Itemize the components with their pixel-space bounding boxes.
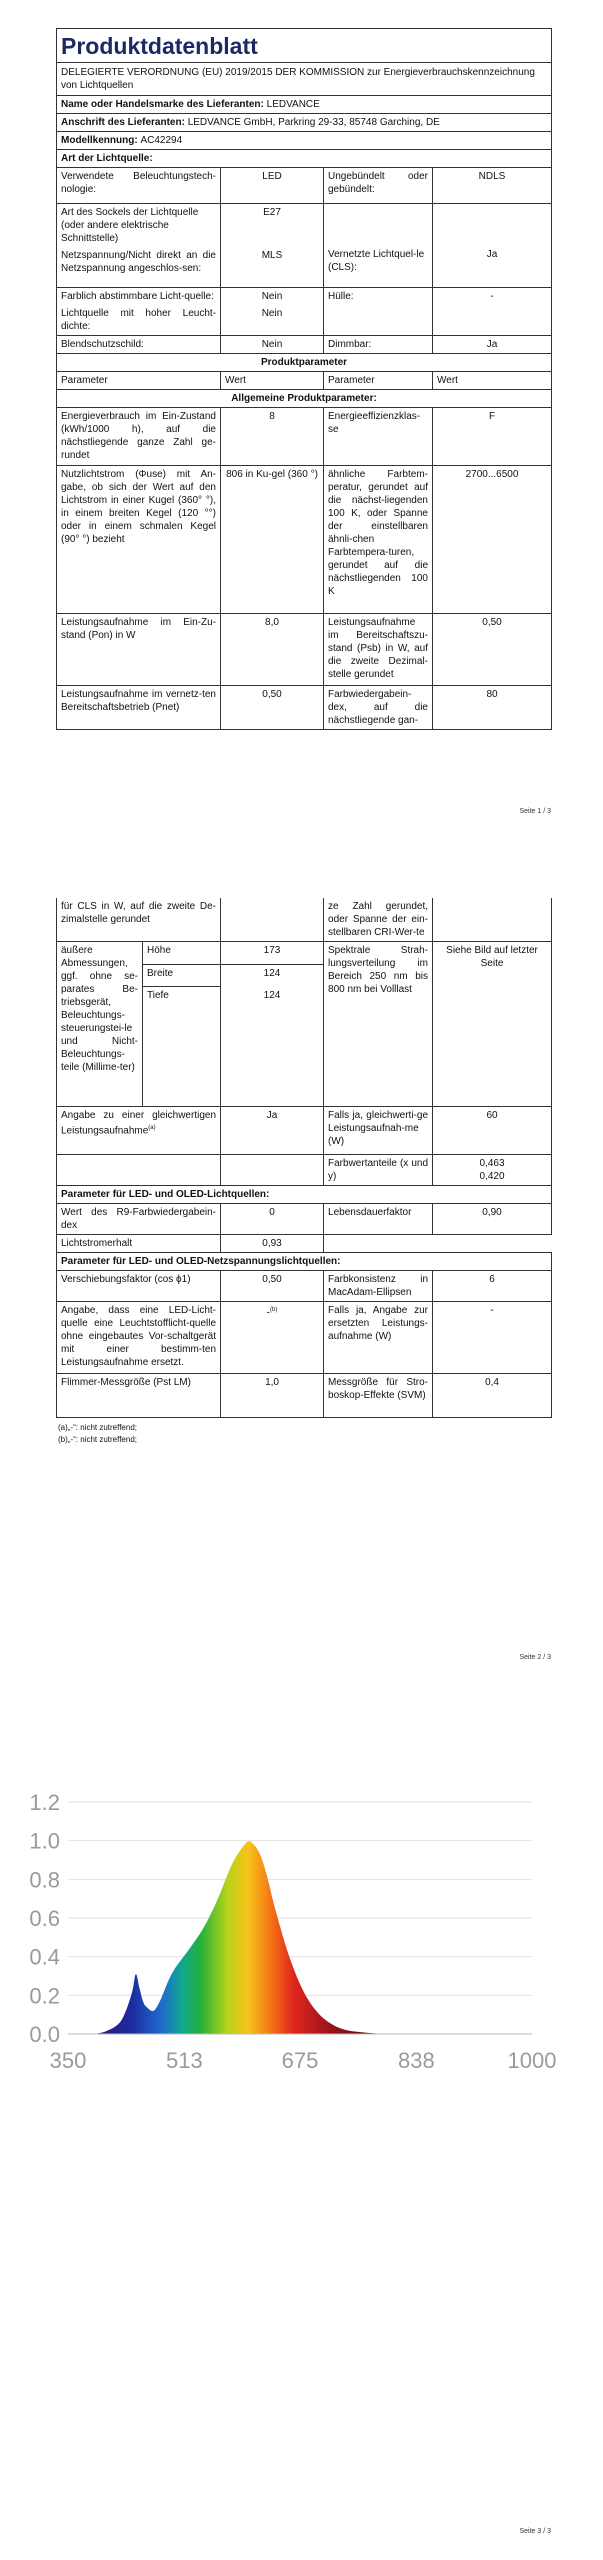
led-replaces-value-text: - [266, 1307, 271, 1319]
spectral-label: Spektrale Strah-lungsverteilung im Bereich 250 nm bis 800 nm bei Volllast [324, 942, 433, 1107]
networked-standby-value: 0,50 [221, 685, 324, 729]
mains-label: Netzspannung/Nicht direkt an die Netzspannung angeschlos-sen: [57, 247, 221, 287]
on-mode-power-value: 8,0 [221, 613, 324, 685]
empty-cell [433, 898, 552, 942]
empty-cell [433, 204, 552, 288]
flicker-value: 1,0 [221, 1374, 324, 1418]
product-params-heading: Produktparameter [57, 353, 552, 371]
displacement-factor-label: Verschiebungsfaktor (cos ϕ1) [57, 1271, 221, 1302]
survival-factor-label: Lebensdauerfaktor [324, 1204, 433, 1235]
col-header-param-2: Parameter [324, 371, 433, 389]
dimension-key: Tiefe [143, 987, 221, 1107]
spectrum-area [89, 1841, 389, 2034]
y-tick-label: 0.6 [29, 1906, 60, 1931]
equivalent-power-label [57, 1107, 221, 1155]
chromaticity-value [433, 1155, 552, 1186]
replaced-power-label: Falls ja, Angabe zur ersetzten Leistungs-aufnahme (W) [324, 1302, 433, 1374]
page-2 [0, 898, 603, 1661]
x-tick-label: 350 [49, 2048, 87, 2073]
type-value: LED [221, 168, 324, 204]
footnote-b-marker: (b) [270, 1307, 278, 1313]
dimensions-label: äußere Abmessungen, ggf. ohne se-parates Be-triebsgerät, Beleuchtungs-steuerungstei-le und Nicht-Beleuchtungs-teile (Millime-ter) [57, 942, 143, 1107]
footnote-a: (a)„-“: nicht zutreffend; [58, 1423, 137, 1432]
footnote-b: (b)„-“: nicht zutreffend; [58, 1435, 137, 1444]
dimension-value: 173 [221, 942, 324, 965]
dimmable-label: Dimmbar: [324, 335, 433, 353]
cct-label: ähnliche Farbtem-peratur, gerundet auf die nächst-liegenden 100 K, oder Spanne der einstellbaren ähnli-chen Farbtempera-turen, gerundet auf die nächstliegenden 100 K [324, 465, 433, 613]
high-luminance-value: Nein [221, 305, 324, 336]
mains-value: MLS [221, 247, 324, 287]
page-1 [0, 0, 603, 815]
tunable-label: Farblich abstimmbare Licht-quelle: [57, 287, 221, 305]
high-luminance-label: Lichtquelle mit hoher Leucht-dichte: [57, 305, 221, 336]
x-tick-label: 1000 [507, 2048, 557, 2073]
y-tick-label: 0.0 [29, 2022, 60, 2047]
equivalent-watt-value: 60 [433, 1107, 552, 1155]
networked-standby-label: Leistungsaufnahme im vernetz-ten Bereitschaftsbetrieb (Pnet) [57, 685, 221, 729]
empty-cell [433, 1235, 552, 1253]
glare-shield-label: Blendschutzschild: [57, 335, 221, 353]
stroboscopic-value: 0,4 [433, 1374, 552, 1418]
survival-factor-value: 0,90 [433, 1204, 552, 1235]
energy-class-label: Energieeffizienzklas-se [324, 407, 433, 465]
general-params-heading: Allgemeine Produktparameter: [57, 389, 552, 407]
envelope-label: Hülle: [324, 287, 433, 335]
page-number-1: Seite 1 / 3 [519, 808, 551, 815]
col-header-value-2: Wert [433, 371, 552, 389]
address-row [57, 114, 552, 132]
dimension-value: 124 [221, 964, 324, 987]
color-consistency-label: Farbkonsistenz in MacAdam-Ellipsen [324, 1271, 433, 1302]
y-tick-labels [29, 1790, 60, 2047]
lumen-maintenance-value: 0,93 [221, 1235, 324, 1253]
socket-label: Art des Sockels der Lichtquelle (oder andere elektrische Schnittstelle) [57, 204, 221, 248]
empty-cell [57, 1155, 221, 1186]
supplier-value: LEDVANCE [266, 99, 320, 110]
regulation-text: DELEGIERTE VERORDNUNG (EU) 2019/2015 DER KOMMISSION zur Energieverbrauchskennzeichnung von Lichtquellen [57, 63, 552, 96]
envelope-value: - [433, 287, 552, 335]
glare-shield-value: Nein [221, 335, 324, 353]
equivalent-watt-label: Falls ja, gleichwerti-ge Leistungsaufnah-me (W) [324, 1107, 433, 1155]
lumen-maintenance-label: Lichtstromerhalt [57, 1235, 221, 1253]
light-source-type-heading: Art der Lichtquelle: [57, 150, 552, 168]
chromaticity-label: Farbwertanteile (x und y) [324, 1155, 433, 1186]
equivalent-power-value: Ja [221, 1107, 324, 1155]
mains-params-heading: Parameter für LED- und OLED-Netzspannungslichtquellen: [57, 1253, 552, 1271]
cct-value: 2700...6500 [433, 465, 552, 613]
dimmable-value: Ja [433, 335, 552, 353]
cri-value: 80 [433, 685, 552, 729]
cri-cont-label: ze Zahl gerundet, oder Spanne der ein-stellbaren CRI-Wer-te [324, 898, 433, 942]
energy-consumption-label: Energieverbrauch im Ein-Zustand (kWh/1000 h), auf die nächstliegende ganze Zahl ge-rundet [57, 407, 221, 465]
datasheet-table-page-2 [56, 898, 552, 1418]
networked-standby-cont-label: für CLS in W, auf die zweite De-zimalstelle gerundet [57, 898, 221, 942]
x-tick-label: 675 [281, 2048, 319, 2073]
stroboscopic-label: Messgröße für Stro-boskop-Effekte (SVM) [324, 1374, 433, 1418]
footnote-a-marker: (a) [148, 1125, 156, 1131]
equivalent-power-label-text: Angabe zu einer gleichwertigen Leistungsaufnahme [61, 1110, 217, 1137]
luminous-flux-label: Nutzlichtstrom (Φuse) mit An-gabe, ob sich der Wert auf den Lichtstrom in einer Kugel (360° °), in einem breiten Kegel (120 °°) oder in einem schmalen Kegel (90° °) bezieht [57, 465, 221, 613]
supplier-label: Name oder Handelsmarke des Lieferanten: [61, 99, 264, 110]
r9-value: 0 [221, 1204, 324, 1235]
model-value: AC42294 [140, 135, 183, 146]
type-label: Verwendete Beleuchtungstech-nologie: [57, 168, 221, 204]
displacement-factor-value: 0,50 [221, 1271, 324, 1302]
col-header-param: Parameter [57, 371, 221, 389]
y-tick-label: 0.4 [29, 1944, 60, 1970]
chromaticity-y: 0,420 [479, 1171, 505, 1182]
y-tick-label: 0.2 [29, 1983, 60, 2009]
x-tick-label: 838 [397, 2048, 435, 2073]
standby-power-value: 0,50 [433, 613, 552, 685]
page-number-2: Seite 2 / 3 [519, 1654, 551, 1661]
r9-label: Wert des R9-Farbwiedergabein-dex [57, 1204, 221, 1235]
energy-consumption-value: 8 [221, 407, 324, 465]
energy-class-value: F [433, 407, 552, 465]
socket-value: E27 [221, 204, 324, 248]
cls-value: Ja [486, 249, 498, 260]
chromaticity-x: 0,463 [479, 1158, 505, 1169]
supplier-row [57, 96, 552, 114]
cri-label: Farbwiedergabein-dex, auf die nächstliegende gan- [324, 685, 433, 729]
spectral-value: Siehe Bild auf letzter Seite [433, 942, 552, 1107]
document-title: Produktdatenblatt [57, 29, 552, 63]
type-value-2: NDLS [433, 168, 552, 204]
x-tick-labels [50, 2048, 557, 2073]
y-tick-label: 0.8 [29, 1867, 60, 1893]
empty-cell [221, 898, 324, 942]
color-consistency-value: 6 [433, 1271, 552, 1302]
standby-power-label: Leistungsaufnahme im Bereitschaftszu-stand (Psb) in W, auf die zweite Dezimal-stelle gerundet [324, 613, 433, 685]
dimension-value: 124 [221, 987, 324, 1107]
address-value: LEDVANCE GmbH, Parkring 29-33, 85748 Garching, DE [187, 117, 440, 128]
datasheet-table-page-1 [56, 28, 552, 730]
led-params-heading: Parameter für LED- und OLED-Lichtquellen: [57, 1186, 552, 1204]
address-label: Anschrift des Lieferanten: [61, 117, 185, 128]
cls-label: Vernetzte Lichtquel-le (CLS): [328, 249, 425, 273]
model-label: Modellkennung: [61, 135, 138, 146]
page-number-3: Seite 3 / 3 [519, 2528, 551, 2535]
y-tick-label: 1.0 [29, 1828, 60, 1854]
type-label-2: Ungebündelt oder gebündelt: [324, 168, 433, 204]
tunable-value: Nein [221, 287, 324, 305]
empty-cell [324, 1235, 433, 1253]
dimension-key: Breite [143, 964, 221, 987]
replaced-power-value: - [433, 1302, 552, 1374]
x-tick-label: 513 [165, 2048, 203, 2073]
empty-cell [221, 1155, 324, 1186]
empty-cell [324, 204, 433, 288]
flicker-label: Flimmer-Messgröße (Pst LM) [57, 1374, 221, 1418]
y-tick-label: 1.2 [29, 1790, 60, 1815]
col-header-value: Wert [221, 371, 324, 389]
led-replaces-value [221, 1302, 324, 1374]
spectral-distribution-chart [0, 1780, 603, 2120]
led-replaces-label: Angabe, dass eine LED-Licht-quelle eine Leuchtstofflicht-quelle ohne eingebautes Vor-schaltgerät mit einer bestimm-ten Leistungsaufnahme ersetzt. [57, 1302, 221, 1374]
on-mode-power-label: Leistungsaufnahme im Ein-Zu-stand (Pon) in W [57, 613, 221, 685]
model-row [57, 132, 552, 150]
luminous-flux-value: 806 in Ku-gel (360 °) [221, 465, 324, 613]
dimension-key: Höhe [143, 942, 221, 965]
